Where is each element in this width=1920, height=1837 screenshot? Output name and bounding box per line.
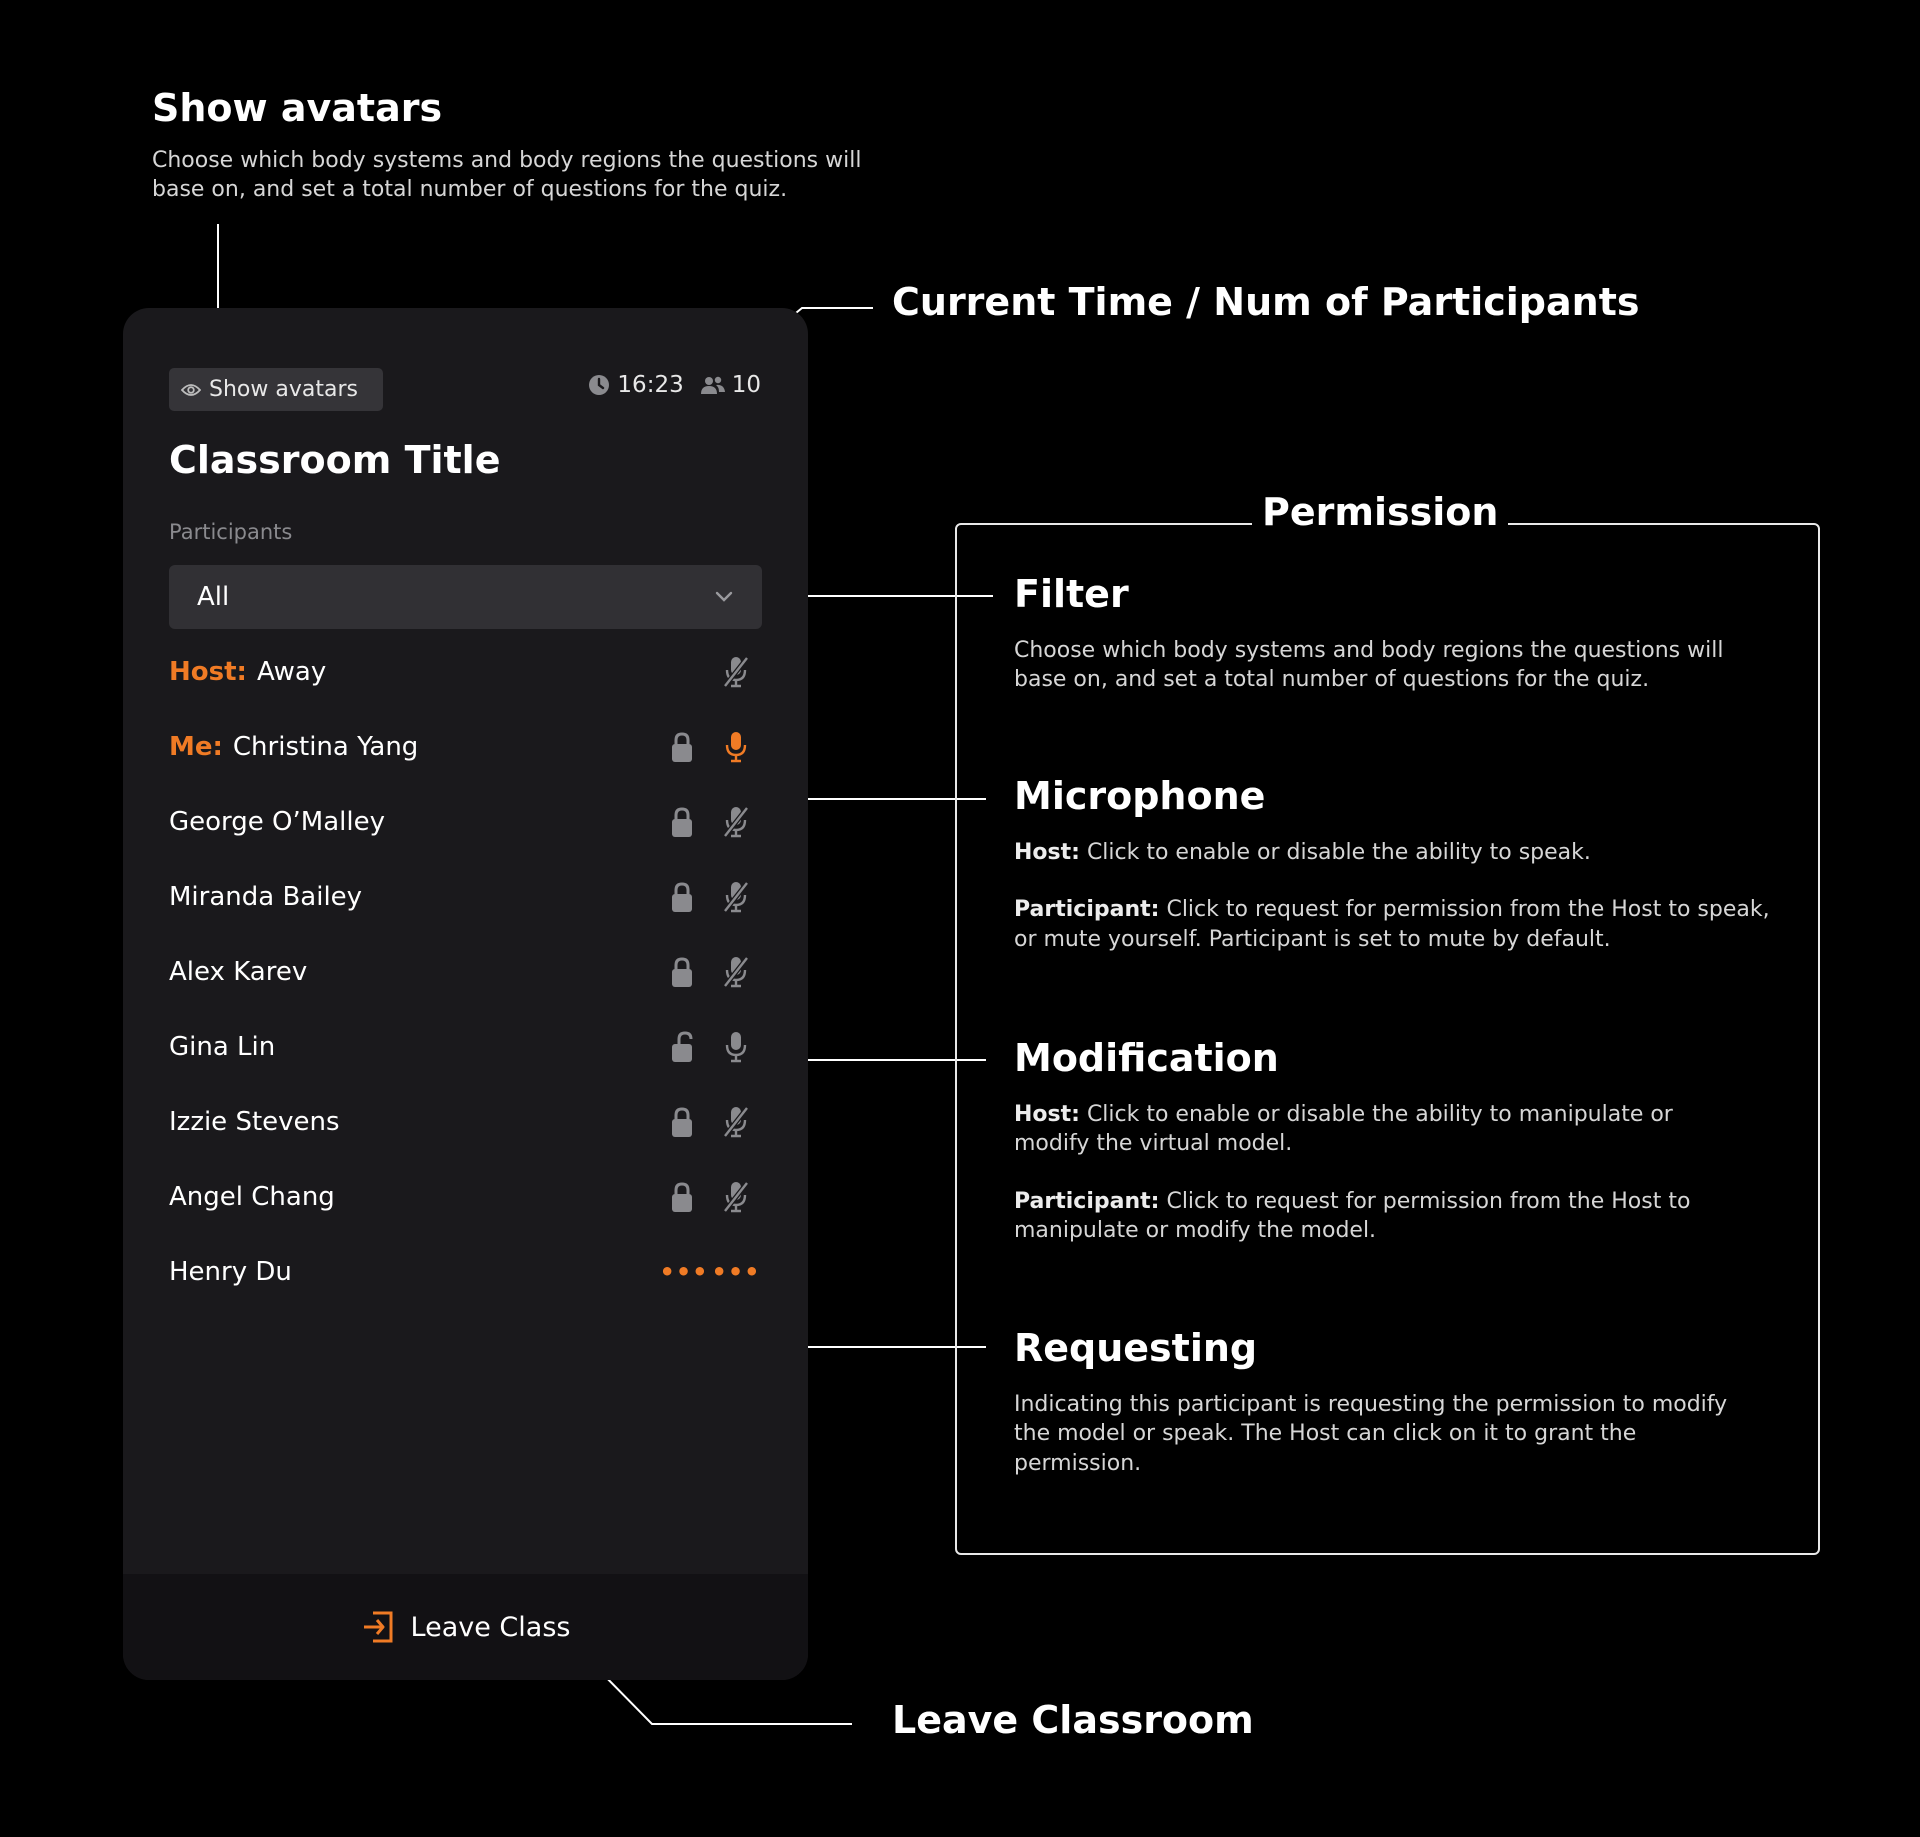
empty-slot [658,652,710,692]
permission-icons [658,934,762,1009]
participant-name [169,732,418,762]
participant-name-text: Miranda Bailey [169,881,363,912]
participant-role-prefix: Me: [169,731,223,762]
requesting-dots-icon[interactable]: ••• [711,1257,761,1286]
microphone-muted-icon[interactable] [710,877,762,917]
participant-row [169,859,762,934]
participant-name-text: Christina Yang [232,731,419,762]
participant-name-text: Izzie Stevens [169,1106,340,1137]
permission-icons [658,634,762,709]
participant-name-text: Angel Chang [169,1181,335,1212]
annotation-title: Leave Classroom [892,1698,1254,1742]
current-time: 16:23 [617,372,684,398]
leave-class-label: Leave Class [410,1611,571,1643]
annotation-leave [892,1698,1254,1762]
participant-name [169,957,307,987]
host-label: Host: [1014,1102,1080,1127]
permission-icons [658,1234,762,1309]
microphone-muted-icon[interactable] [710,1177,762,1217]
classroom-title: Classroom Title [169,438,501,482]
permission-icons [658,1084,762,1159]
panel-footer [123,1574,808,1680]
participant-name [169,1107,340,1137]
annotation-title: Filter [1014,572,1129,616]
participant-row [169,784,762,859]
participant-row [169,1234,762,1309]
lock-icon[interactable] [658,727,710,767]
lock-icon[interactable] [658,802,710,842]
participant-row [169,1159,762,1234]
show-avatars-label: Show avatars [209,377,358,402]
microphone-muted-icon[interactable] [710,1102,762,1142]
participant-row [169,934,762,1009]
participant-name-text: Gina Lin [169,1031,276,1062]
unlock-icon[interactable] [658,1027,710,1067]
annotation-modification [1014,1036,1744,1245]
participant-name [169,882,362,912]
participant-row [169,709,762,784]
microphone-icon[interactable] [710,1027,762,1067]
annotation-requesting [1014,1326,1744,1478]
annotation-title: Current Time / Num of Participants [892,280,1640,324]
participants-label: Participants [169,520,293,544]
participant-name [169,1032,275,1062]
permission-icons [658,859,762,934]
annotation-desc: Choose which body systems and body regions the questions will base on, and set a total number of questions for the quiz. [152,148,862,203]
annotation-microphone [1014,774,1774,954]
annotation-desc: Indicating this participant is requesting the permission to modify the model or speak. The Host can click on it to grant the permission. [1014,1392,1728,1476]
status-bar [588,372,761,398]
microphone-active-icon[interactable] [710,727,762,767]
chevron-down-icon [714,591,734,603]
lock-icon[interactable] [658,952,710,992]
participant-name-text: Henry Du [169,1256,292,1287]
microphone-muted-icon[interactable] [710,952,762,992]
annotation-host-desc [1014,1100,1744,1159]
annotation-show-avatars [152,86,912,205]
annotation-title: Requesting [1014,1326,1258,1370]
permission-icons [658,1159,762,1234]
permission-icons [658,784,762,859]
permission-title: Permission [1252,490,1508,534]
lock-icon[interactable] [658,1177,710,1217]
exit-icon [361,1610,395,1644]
participant-label: Participant: [1014,897,1160,923]
classroom-panel [123,308,808,1680]
participant-name [169,807,385,837]
participant-name-text: Away [256,656,327,687]
annotation-participant-desc [1014,1187,1744,1246]
participant-row [169,1084,762,1159]
filter-value: All [197,582,230,612]
participant-count: 10 [731,372,761,398]
participant-text: Click to request for permission from the Host to manipulate or modify the model. [1014,1188,1691,1243]
microphone-muted-icon[interactable] [710,652,762,692]
annotation-host-desc [1014,838,1774,867]
participant-row [169,1009,762,1084]
participants-filter-select[interactable] [169,565,762,629]
show-avatars-button[interactable] [169,368,383,411]
participant-name-text: George O’Malley [169,806,385,837]
annotation-title: Microphone [1014,774,1266,818]
participant-list [169,634,762,1309]
annotation-title: Show avatars [152,86,443,130]
host-text: Click to enable or disable the ability to manipulate or modify the virtual model. [1014,1102,1673,1157]
clock-icon [588,374,610,396]
annotation-participant-desc [1014,895,1774,954]
participant-role-prefix: Host: [169,656,247,687]
requesting-dots-icon[interactable]: ••• [659,1257,709,1286]
participant-name [169,657,326,687]
leave-class-button[interactable] [361,1610,571,1644]
lock-icon[interactable] [658,1102,710,1142]
participant-name-text: Alex Karev [169,956,308,987]
host-label: Host: [1014,840,1080,865]
people-icon [701,375,725,395]
participant-row [169,634,762,709]
participant-name [169,1257,292,1287]
microphone-muted-icon[interactable] [710,802,762,842]
participant-label: Participant: [1014,1188,1160,1214]
annotation-filter [1014,572,1774,695]
annotation-time-participants [892,280,1639,344]
participant-name [169,1182,335,1212]
annotation-desc: Choose which body systems and body regions the questions will base on, and set a total number of questions for the quiz. [1014,638,1724,693]
host-text: Click to enable or disable the ability to speak. [1086,840,1591,865]
eye-icon [181,383,201,397]
permission-icons [658,709,762,784]
participant-text: Click to request for permission from the Host to speak, or mute yourself. Participant is set to mute by default. [1014,897,1770,952]
lock-icon[interactable] [658,877,710,917]
annotation-title: Modification [1014,1036,1279,1080]
permission-icons [658,1009,762,1084]
